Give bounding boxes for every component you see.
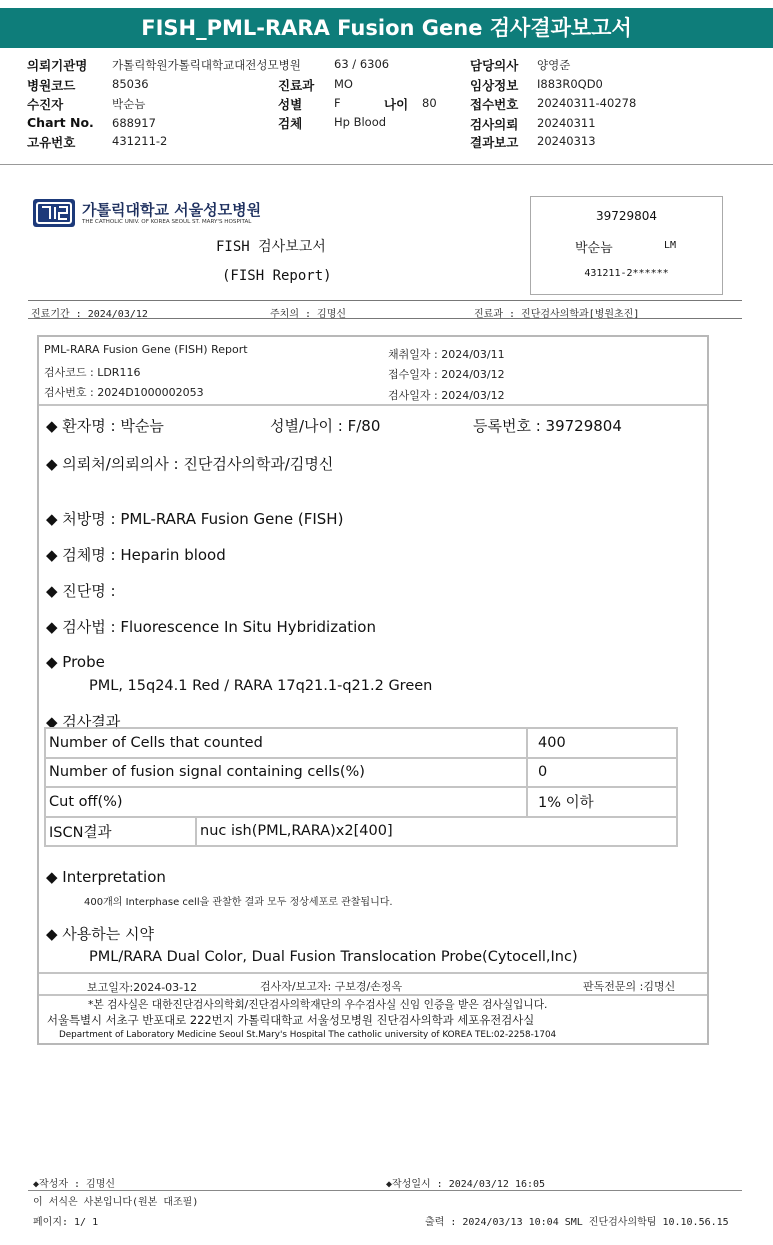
iscn-value: nuc ish(PML,RARA)x2[400] xyxy=(196,817,677,847)
patient-name-line: ◆ 환자명 : 박순늠 xyxy=(46,417,164,435)
lab-department-en: Department of Laboratory Medicine Seoul St.Mary's Hospital The catholic university of KOREA TEL:02-2258-1704 xyxy=(59,1030,557,1040)
header-divider xyxy=(0,164,773,165)
chart-label: Chart No. xyxy=(27,115,94,130)
dept-label: 진료과 xyxy=(278,78,315,93)
table-row xyxy=(45,728,677,758)
copy-note: 이 서식은 사본입니다(원본 대조필) xyxy=(33,1197,199,1208)
age-label: 나이 xyxy=(384,97,409,112)
report-meta-divider xyxy=(39,404,707,406)
receive-date: 접수일자 : 2024/03/12 xyxy=(388,368,505,381)
sex-label: 성별 xyxy=(278,97,303,112)
judge: 판독전문의 :김명신 xyxy=(583,980,676,993)
result-item: Cut off(%) xyxy=(45,787,527,817)
patient-value: 박순늠 xyxy=(112,97,146,111)
result-value: 0 xyxy=(527,758,677,788)
reception-label: 접수번호 xyxy=(470,97,519,112)
reception-value: 20240311-40278 xyxy=(537,96,637,110)
table-row xyxy=(45,758,677,788)
ward-value: 63 / 6306 xyxy=(334,57,390,71)
report-label: 결과보고 xyxy=(470,135,519,150)
hospital-code-label: 병원코드 xyxy=(27,78,76,93)
id-code: LM xyxy=(664,240,677,251)
report-title-en: (FISH Report) xyxy=(222,268,332,284)
reg-no-line: 등록번호 : 39729804 xyxy=(473,417,622,435)
collect-date: 채취일자 : 2024/03/11 xyxy=(388,348,505,361)
referrer-line: ◆ 의뢰처/의뢰의사 : 진단검사의학과/김명신 xyxy=(46,455,334,473)
result-value: 1% 이하 xyxy=(527,787,677,817)
visit-bottom-divider xyxy=(28,318,742,319)
hospital-name-en: THE CATHOLIC UNIV. OF KOREA SEOUL ST. MARY'S HOSPITAL xyxy=(82,219,252,225)
request-value: 20240311 xyxy=(537,116,596,130)
hospital-name: 가톨릭대학교 서울성모병원 xyxy=(82,201,262,219)
specimen-line: ◆ 검체명 : Heparin blood xyxy=(46,546,226,564)
interpretation-text: 400개의 Interphase cell을 관찰한 결과 모두 정상세포로 관찰됩니다. xyxy=(84,897,393,908)
report-value: 20240313 xyxy=(537,134,596,148)
reagent-label: ◆ 사용하는 시약 xyxy=(46,925,155,943)
result-item: Number of fusion signal containing cells(%) xyxy=(45,758,527,788)
result-value: 400 xyxy=(527,728,677,758)
probe-value: PML, 15q24.1 Red / RARA 17q21.1-q21.2 Green xyxy=(89,678,433,694)
interpretation-label: ◆ Interpretation xyxy=(46,868,166,886)
exam-date: 검사일자 : 2024/03/12 xyxy=(388,389,505,402)
hospital-code-value: 85036 xyxy=(112,77,149,91)
visit-period: 진료기간 : 2024/03/12 xyxy=(31,309,148,320)
id-reg-no: 39729804 xyxy=(595,209,658,223)
specimen-label: 검체 xyxy=(278,116,303,131)
institution-label: 의뢰기관명 xyxy=(27,58,88,73)
lab-address: 서울특별시 서초구 반포대로 222번지 가톨릭대학교 서울성모병원 진단검사의학과 세포유전검사실 xyxy=(47,1013,535,1027)
hospital-logo-icon xyxy=(33,199,75,227)
test-no: 검사번호 : 2024D1000002053 xyxy=(44,386,204,399)
report-title-ko: FISH 검사보고서 xyxy=(216,239,326,255)
request-label: 검사의뢰 xyxy=(470,117,519,132)
written-time: ◆작성일시 : 2024/03/12 16:05 xyxy=(386,1179,546,1190)
order-line: ◆ 처방명 : PML-RARA Fusion Gene (FISH) xyxy=(46,510,344,528)
visit-physician: 주치의 : 김명신 xyxy=(270,309,347,320)
report-title-bar: FISH_PML-RARA Fusion Gene 검사결과보고서 xyxy=(0,8,773,48)
cert-divider xyxy=(39,994,707,996)
dept-value: MO xyxy=(334,77,353,91)
sex-age-line: 성별/나이 : F/80 xyxy=(270,417,381,435)
specimen-value: Hp Blood xyxy=(334,115,387,129)
doctor-value: 양영준 xyxy=(537,58,571,72)
result-table xyxy=(44,727,678,847)
result-item: Number of Cells that counted xyxy=(45,728,527,758)
age-value: 80 xyxy=(422,96,437,110)
visit-top-divider xyxy=(28,300,742,301)
test-name: PML-RARA Fusion Gene (FISH) Report xyxy=(44,343,248,356)
print-info: 출력 : 2024/03/13 10:04 SML 진단검사의학팀 10.10.56.15 xyxy=(425,1217,729,1228)
clinical-label: 임상정보 xyxy=(470,78,519,93)
probe-label: ◆ Probe xyxy=(46,653,105,671)
certification-note: *본 검사실은 대한진단검사의학회/진단검사의학재단의 우수검사실 신임 인증을 받은 검사실입니다. xyxy=(88,998,548,1011)
clinical-value: I883R0QD0 xyxy=(537,77,603,91)
id-name: 박순늠 xyxy=(575,241,613,256)
test-code: 검사코드 : LDR116 xyxy=(44,366,141,379)
unique-value: 431211-2 xyxy=(112,134,168,148)
reagent-value: PML/RARA Dual Color, Dual Fusion Translocation Probe(Cytocell,Inc) xyxy=(89,949,578,965)
page-number: 페이지: 1/ 1 xyxy=(33,1217,99,1228)
doctor-label: 담당의사 xyxy=(470,58,519,73)
visit-dept: 진료과 : 진단검사의학과[병원초진] xyxy=(474,309,640,320)
chart-value: 688917 xyxy=(112,116,156,130)
iscn-label: ISCN결과 xyxy=(45,817,196,847)
institution-value: 가톨릭학원가톨릭대학교대전성모병원 xyxy=(112,58,301,72)
table-row xyxy=(45,817,677,847)
unique-label: 고유번호 xyxy=(27,135,76,150)
method-line: ◆ 검사법 : Fluorescence In Situ Hybridization xyxy=(46,618,376,636)
id-ssn: 431211-2****** xyxy=(584,268,669,279)
sex-value: F xyxy=(334,96,341,110)
patient-label: 수진자 xyxy=(27,97,64,112)
examiner: 검사자/보고자: 구보경/손정옥 xyxy=(260,980,403,993)
patient-id-box xyxy=(530,196,723,295)
diagnosis-line: ◆ 진단명 : xyxy=(46,582,116,600)
table-row xyxy=(45,787,677,817)
report-footer-divider xyxy=(39,972,707,974)
author: ◆작성자 : 김명신 xyxy=(33,1179,116,1190)
report-date: 보고일자:2024-03-12 xyxy=(87,981,198,994)
footer-divider xyxy=(28,1190,742,1191)
result-label: ◆ 검사결과 xyxy=(46,713,121,731)
